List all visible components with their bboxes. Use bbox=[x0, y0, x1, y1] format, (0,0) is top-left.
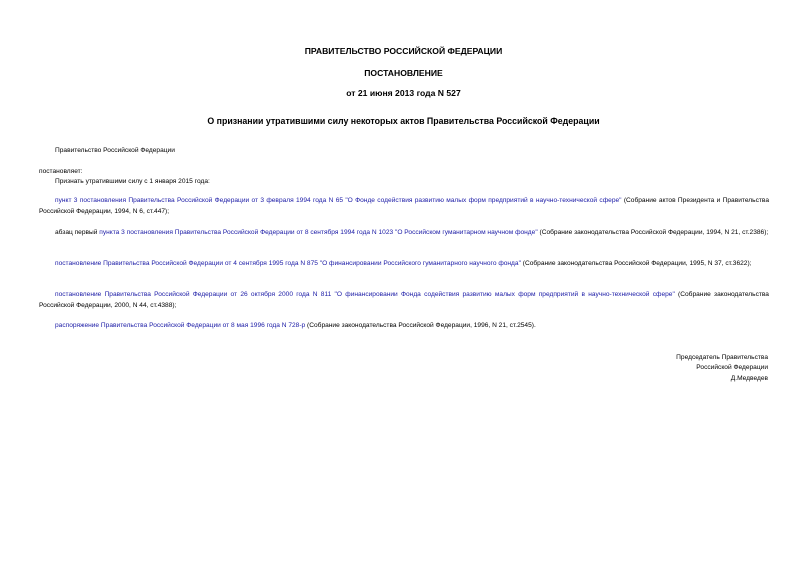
document-title: О признании утратившими силу некоторых актов Правительства Российской Федерации bbox=[207, 116, 600, 126]
signature-title-line2: Российской Федерации bbox=[696, 364, 768, 371]
item-suffix: (Собрание актов Президента и Правительства Российской Федерации, 1994, N 6, ст.447); bbox=[39, 197, 769, 215]
signature-title-line1: Председатель Правительства bbox=[676, 354, 768, 361]
document-org: ПРАВИТЕЛЬСТВО РОССИЙСКОЙ ФЕДЕРАЦИИ bbox=[304, 46, 503, 56]
item-prefix: абзац первый bbox=[55, 229, 100, 236]
list-item bbox=[39, 290, 769, 312]
intro-text: Правительство Российской Федерации bbox=[55, 147, 175, 154]
document-link[interactable]: распоряжение Правительства Российской Федерации от 8 мая 1996 года N 728-р bbox=[55, 322, 306, 329]
item-suffix: (Собрание законодательства Российской Федерации, 1996, N 21, ст.2545). bbox=[305, 322, 536, 329]
list-item bbox=[39, 196, 769, 218]
item-suffix: (Собрание законодательства Российской Федерации, 2000, N 44, ст.4388); bbox=[39, 291, 769, 309]
item-suffix: (Собрание законодательства Российской Федерации, 1995, N 37, ст.3622); bbox=[520, 260, 752, 267]
list-item bbox=[39, 259, 769, 270]
document-date-number: от 21 июня 2013 года N 527 bbox=[346, 88, 461, 98]
item-suffix: (Собрание законодательства Российской Федерации, 1994, N 21, ст.2386); bbox=[537, 229, 769, 236]
declare-text: Признать утратившими силу с 1 января 2015 года: bbox=[55, 178, 210, 185]
decides-text: постановляет: bbox=[39, 168, 83, 175]
document-link[interactable]: пункта 3 постановления Правительства Российской Федерации от 8 сентября 1994 года N 1023 "О Российском гуманитарном научном фонде" bbox=[99, 229, 538, 236]
list-item bbox=[39, 321, 769, 332]
list-item bbox=[39, 228, 769, 239]
document-type: ПОСТАНОВЛЕНИЕ bbox=[364, 68, 443, 78]
document-link[interactable]: постановление Правительства Российской Федерации от 26 октября 2000 года N 811 "О финансировании Фонда содействия развитию малых форм предприятий в научно-технической сфере" bbox=[55, 291, 675, 298]
document-link[interactable]: постановление Правительства Российской Федерации от 4 сентября 1995 года N 875 "О финансировании Российского гуманитарного научного фонда" bbox=[55, 260, 521, 267]
signature-name: Д.Медведев bbox=[730, 375, 768, 382]
document-link[interactable]: пункт 3 постановления Правительства Российской Федерации от 3 февраля 1994 года N 65 "О Фонде содействия развитию малых форм предприятий в научно-технической сфере" bbox=[55, 197, 622, 204]
